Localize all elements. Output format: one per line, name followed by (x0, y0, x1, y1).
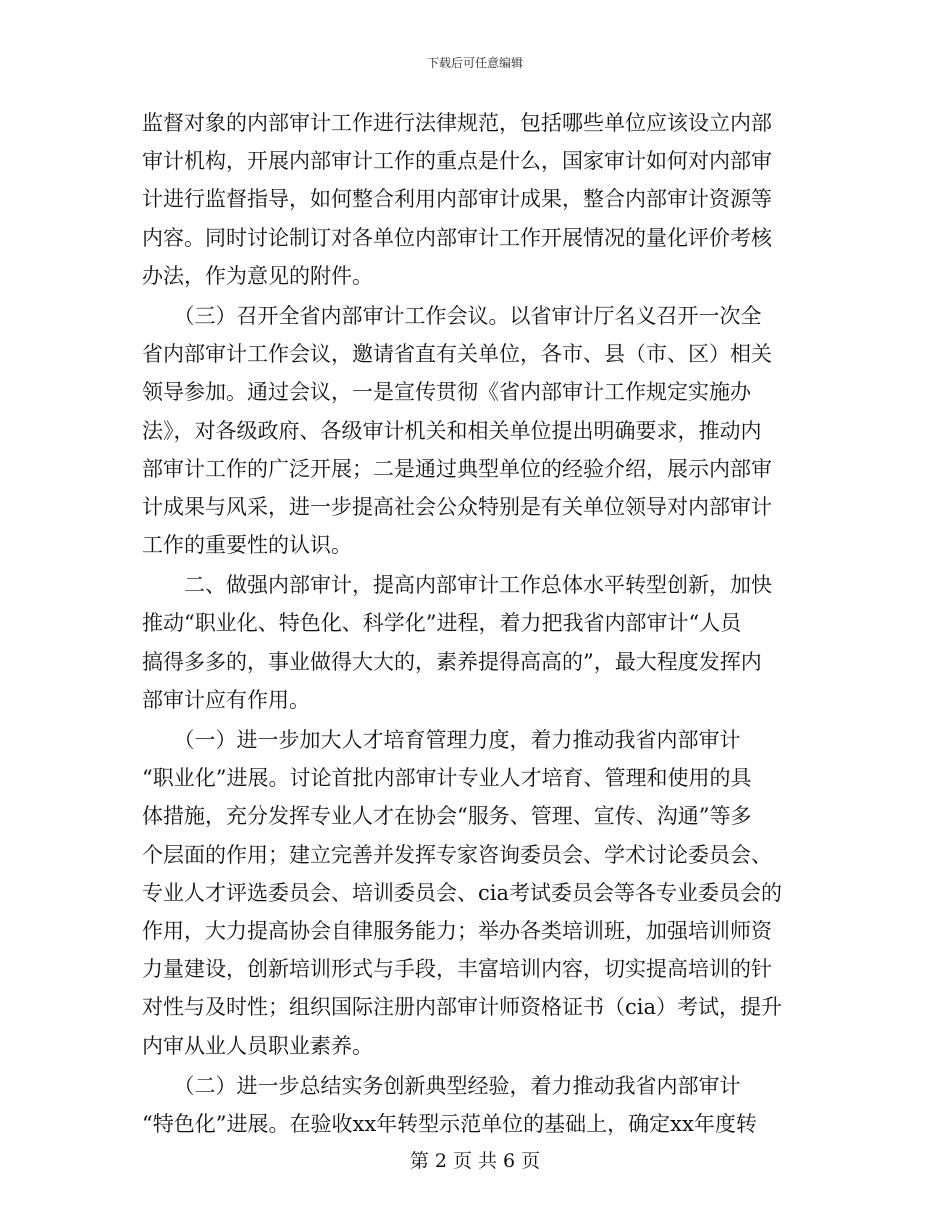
text-line: 监督对象的内部审计工作进行法律规范，包括哪些单位应该设立内部 (142, 111, 772, 135)
text-line: 个层面的作用；建立完善并发挥专家咨询委员会、学术讨论委员会、 (142, 842, 772, 867)
text-line: 部审计工作的广泛开展；二是通过典型单位的经验介绍，展示内部审 (142, 456, 772, 481)
text-line: （二）进一步总结实务创新典型经验，着力推动我省内部审计 (142, 1073, 741, 1098)
text-line: 计进行监督指导，如何整合利用内部审计成果，整合内部审计资源等 (142, 187, 772, 212)
page-header: 下载后可任意编辑 (426, 56, 523, 70)
document-body (142, 104, 810, 1143)
text-line: 计成果与风采，进一步提高社会公众特别是有关单位领导对内部审计 (142, 494, 772, 519)
text-line: 作用，大力提高协会自律服务能力；举办各类培训班，加强培训师资 (142, 918, 772, 943)
paragraph (142, 721, 810, 1065)
paragraph (142, 297, 810, 564)
page-number-footer: 第 2 页 共 6 页 (409, 1150, 541, 1172)
text-line: “职业化”进展。讨论首批内部审计专业人才培育、管理和使用的具 (142, 766, 752, 791)
text-line: 部审计应有作用。 (142, 687, 310, 712)
text-line: 内容。同时讨论制订对各单位内部审计工作开展情况的量化评价考核 (142, 225, 772, 250)
text-line: 内审从业人员职业素养。 (142, 1033, 373, 1058)
text-line: 法》，对各级政府、各级审计机关和相关单位提出明确要求，推动内 (142, 418, 762, 443)
text-line: “特色化”进展。在验收xx年转型示范单位的基础上，确定xx年度转 (142, 1111, 757, 1136)
text-line: 省内部审计工作会议，邀请省直有关单位，各市、县（市、区）相关 (142, 342, 772, 367)
text-line: （三）召开全省内部审计工作会议。以省审计厅名义召开一次全 (142, 303, 762, 328)
paragraph (142, 1067, 810, 1143)
text-line: 二、做强内部审计，提高内部审计工作总体水平转型创新，加快 (142, 573, 772, 598)
text-line: 推动“职业化、特色化、科学化”进程，着力把我省内部审计“人员 (142, 611, 742, 636)
text-line: （一）进一步加大人才培育管理力度，着力推动我省内部审计 (142, 728, 741, 752)
text-line: 对性与及时性；组织国际注册内部审计师资格证书（cia）考试，提升 (142, 995, 782, 1020)
text-line: 审计机构，开展内部审计工作的重点是什么，国家审计如何对内部审 (142, 149, 772, 174)
text-line: 工作的重要性的认识。 (142, 533, 352, 558)
text-line: 领导参加。通过会议，一是宣传贯彻《省内部审计工作规定实施办 (142, 380, 751, 405)
paragraph (142, 104, 810, 295)
text-line: 办法，作为意见的附件。 (142, 263, 373, 288)
text-line: 搞得多多的，事业做得大大的，素养提得高高的”，最大程度发挥内 (142, 649, 762, 674)
paragraph (142, 566, 810, 719)
text-line: 力量建设，创新培训形式与手段，丰富培训内容，切实提高培训的针 (142, 957, 772, 982)
text-line: 专业人才评选委员会、培训委员会、cia考试委员会等各专业委员会的 (142, 880, 782, 905)
text-line: 体措施，充分发挥专业人才在协会“服务、管理、宣传、沟通”等多 (142, 804, 752, 829)
